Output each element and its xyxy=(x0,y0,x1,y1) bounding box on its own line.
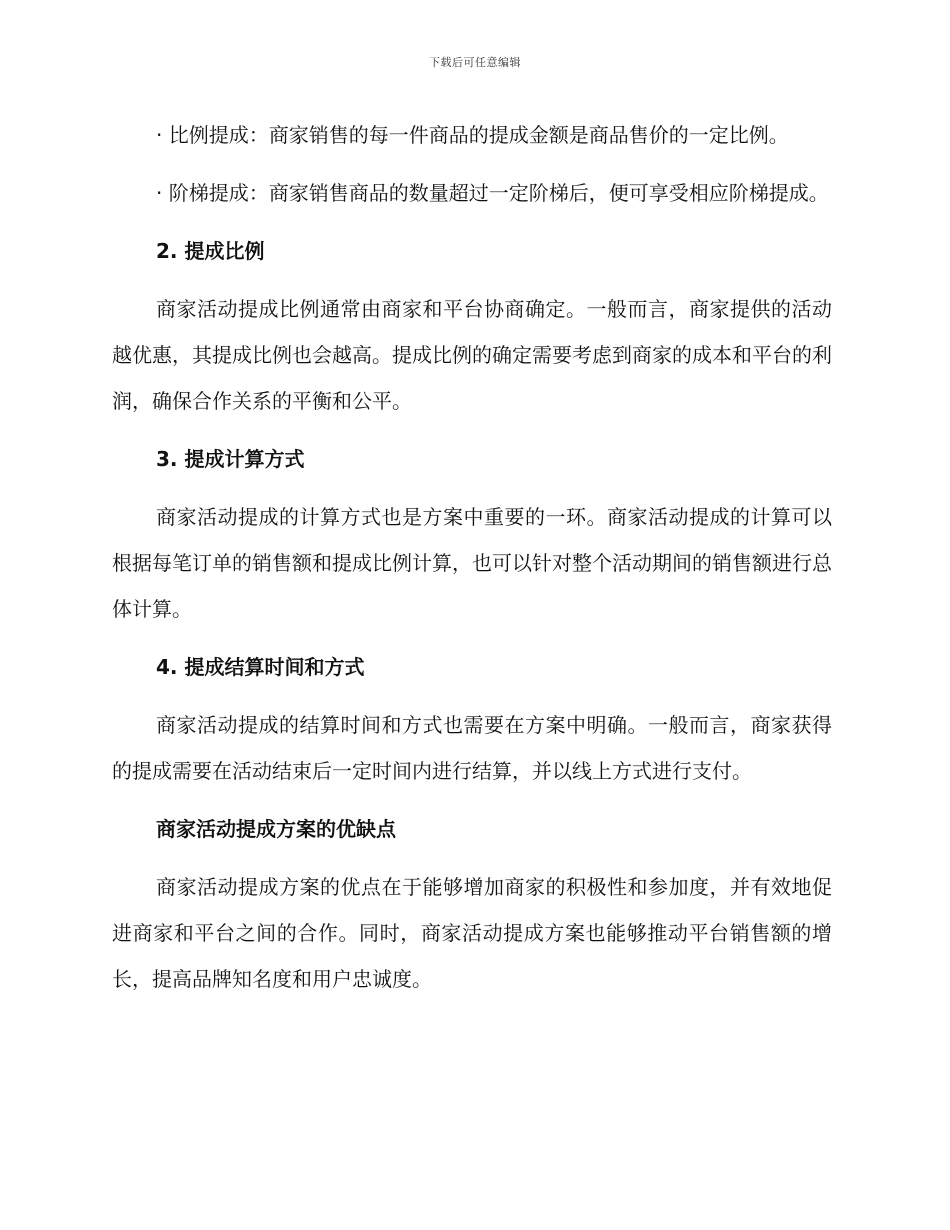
heading-commission-ratio: 2. 提成比例 xyxy=(156,239,265,263)
document-body xyxy=(112,112,832,1002)
paragraph-settlement: 商家活动提成的结算时间和方式也需要在方案中明确。一般而言，商家获得的提成需要在活动结束后一定时间内进行结算，并以线上方式进行支付。 xyxy=(112,713,832,783)
spacer xyxy=(112,158,832,170)
paragraph-calculation-method: 商家活动提成的计算方式也是方案中重要的一环。商家活动提成的计算可以根据每笔订单的销售额和提成比例计算，也可以针对整个活动期间的销售额进行总体计算。 xyxy=(112,505,832,621)
paragraph-commission-ratio: 商家活动提成比例通常由商家和平台协商确定。一般而言，商家提供的活动越优惠，其提成比例也会越高。提成比例的确定需要考虑到商家的成本和平台的利润，确保合作关系的平衡和公平。 xyxy=(112,297,832,413)
page-header: 下载后可任意编辑 xyxy=(429,56,521,69)
heading-pros-cons: 商家活动提成方案的优缺点 xyxy=(156,817,396,841)
heading-calculation-method: 3. 提成计算方式 xyxy=(156,447,305,471)
paragraph-tiered-commission: · 阶梯提成：商家销售商品的数量超过一定阶梯后，便可享受相应阶梯提成。 xyxy=(156,181,829,205)
paragraph-pros-cons: 商家活动提成方案的优点在于能够增加商家的积极性和参加度，并有效地促进商家和平台之间的合作。同时，商家活动提成方案也能够推动平台销售额的增长，提高品牌知名度和用户忠诚度。 xyxy=(112,875,832,991)
paragraph-ratio-commission: · 比例提成：商家销售的每一件商品的提成金额是商品售价的一定比例。 xyxy=(156,123,789,147)
heading-settlement: 4. 提成结算时间和方式 xyxy=(156,655,365,679)
